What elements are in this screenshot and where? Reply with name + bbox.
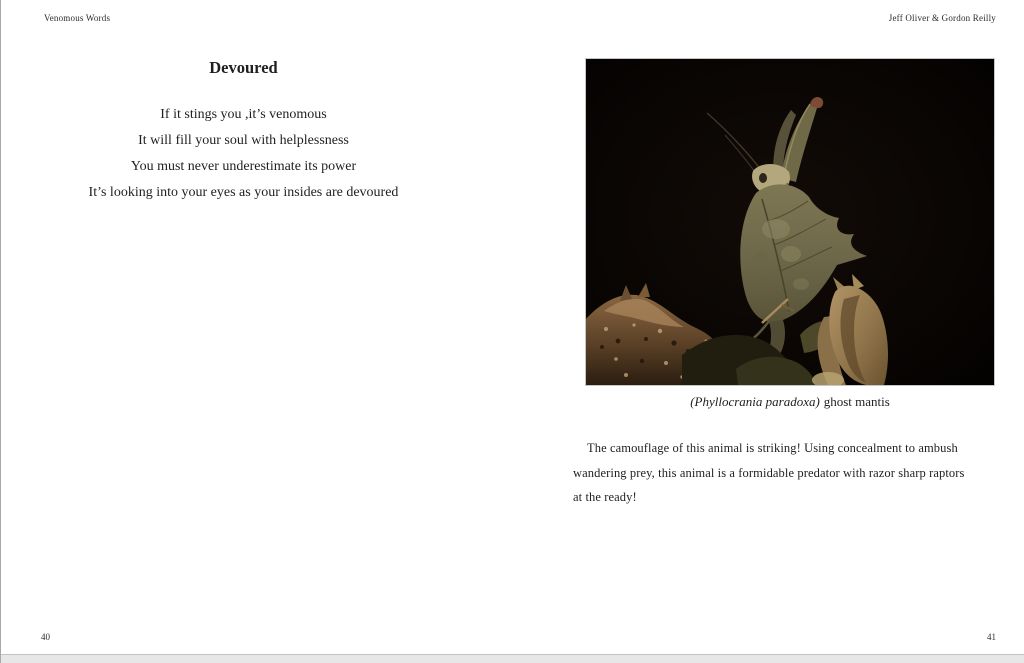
body-paragraph — [573, 436, 989, 510]
caption-common-name: ghost mantis — [823, 394, 890, 409]
running-header-authors: Jeff Oliver & Gordon Reilly — [888, 13, 996, 23]
poem — [40, 58, 447, 206]
poem-title: Devoured — [209, 58, 278, 77]
page-number-left: 40 — [41, 632, 50, 642]
ghost-mantis-illustration — [586, 59, 994, 385]
poem-line: It will fill your soul with helplessness — [138, 133, 349, 148]
running-header-book-title: Venomous Words — [44, 13, 111, 23]
ghost-mantis-photo — [586, 59, 994, 385]
paragraph-line: at the ready! — [573, 490, 637, 505]
poem-line: If it stings you ,it’s venomous — [160, 107, 327, 122]
poem-line: It’s looking into your eyes as your insides are devoured — [88, 185, 399, 200]
window-left-edge — [0, 0, 1, 663]
page-number-right: 41 — [987, 632, 996, 642]
poem-line: You must never underestimate its power — [130, 159, 357, 174]
caption-species-name: (Phyllocrania paradoxa) — [690, 394, 820, 409]
paragraph-line: wandering prey, this animal is a formidable predator with razor sharp raptors — [573, 465, 965, 480]
paragraph-line: The camouflage of this animal is striking! Using concealment to ambush — [587, 441, 958, 455]
photo-caption — [586, 392, 994, 412]
